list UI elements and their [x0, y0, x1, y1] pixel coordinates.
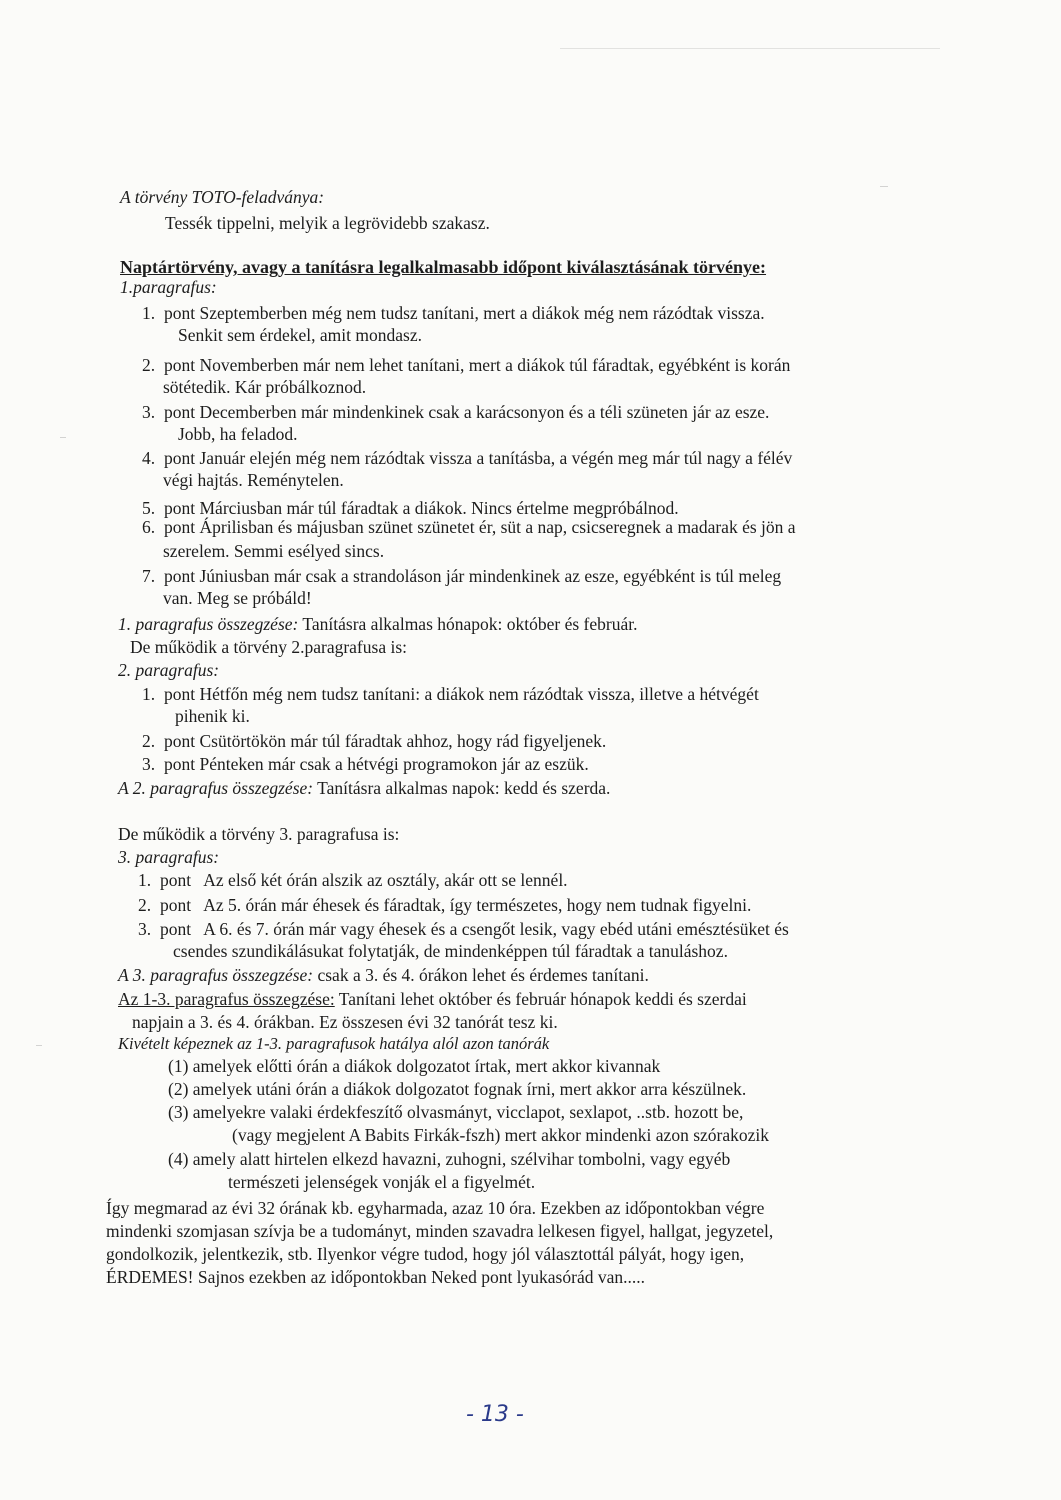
closing-line: gondolkozik, jelentkezik, stb. Ilyenkor végre tudod, hogy jól választottál pályát, hogy igen,	[106, 1244, 745, 1264]
section2-item: 3. pont Pénteken már csak a hétvégi programokon jár az eszük.	[142, 754, 589, 774]
document-title: Naptártörvény, avagy a tanításra legalkalmasabb időpont kiválasztásának törvénye:	[120, 257, 767, 277]
section3-transition: De működik a törvény 3. paragrafusa is:	[118, 824, 400, 844]
section1-item: 4. pont Január elején még nem rázódtak vissza a tanításba, a végén meg már túl nagy a félév	[142, 448, 793, 468]
section1-item: 5. pont Márciusban már túl fáradtak a diákok. Nincs értelme megpróbálnod.	[142, 498, 679, 518]
section1-item: 3. pont Decemberben már mindenkinek csak a karácsonyon és a téli szüneten jár az esze.	[142, 402, 770, 422]
section2-item-cont: pihenik ki.	[175, 706, 250, 726]
section2-item: 1. pont Hétfőn még nem tudsz tanítani: a diákok nem rázódtak vissza, illetve a hétvégét	[142, 684, 759, 704]
section3-item-cont: csendes szundikálásukat folytatják, de mindenképpen túl fáradtak a tanuláshoz.	[173, 941, 728, 961]
section1-item-cont: szerelem. Semmi esélyed sincs.	[163, 541, 385, 561]
overall-summary-cont: napjain a 3. és 4. órákban. Ez összesen évi 32 tanórát tesz ki.	[132, 1012, 558, 1032]
section2-item: 2. pont Csütörtökön már túl fáradtak ahhoz, hogy rád figyeljenek.	[142, 731, 607, 751]
section1-summary: 1. paragrafus összegzése: Tanításra alkalmas hónapok: október és február.	[118, 614, 638, 634]
section3-item: 3. pont A 6. és 7. órán már vagy éhesek és a csengőt lesik, vagy ebéd utáni emésztésüket és	[138, 919, 789, 939]
scan-artifact	[36, 1045, 42, 1046]
exception-item-cont: természeti jelenségek vonják el a figyelmét.	[228, 1172, 536, 1192]
scan-artifact	[560, 48, 940, 49]
exceptions-heading: Kivételt képeznek az 1-3. paragrafusok hatálya alól azon tanórák	[118, 1034, 550, 1053]
section1-item-cont: végi hajtás. Reménytelen.	[163, 470, 344, 490]
section1-heading: 1.paragrafus:	[120, 277, 217, 297]
closing-line: mindenki szomjasan szívja be a tudományt, minden szavadra lelkesen figyel, hallgat, jegyzetel,	[106, 1221, 774, 1241]
overall-summary: Az 1-3. paragrafus összegzése: Tanítani lehet október és február hónapok keddi és szerdai	[118, 989, 747, 1009]
section1-item-cont: Jobb, ha feladod.	[178, 424, 298, 444]
section1-item: 2. pont Novemberben már nem lehet tanítani, mert a diákok túl fáradtak, egyébként is korán	[142, 355, 791, 375]
exception-item: (1) amelyek előtti órán a diákok dolgozatot írtak, mert akkor kivannak	[168, 1056, 661, 1076]
section2-heading: 2. paragrafus:	[118, 660, 220, 680]
section1-item-cont: Senkit sem érdekel, amit mondasz.	[178, 325, 422, 345]
section3-heading: 3. paragrafus:	[118, 847, 220, 867]
scan-artifact	[880, 186, 888, 187]
page-number: - 13 -	[466, 1402, 524, 1427]
section3-item: 1. pont Az első két órán alszik az osztály, akár ott se lennél.	[138, 870, 568, 890]
exception-item: (3) amelyekre valaki érdekfeszítő olvasmányt, vicclapot, sexlapot, ..stb. hozott be,	[168, 1102, 744, 1122]
exception-item: (2) amelyek utáni órán a diákok dolgozatot fognak írni, mert akkor arra készülnek.	[168, 1079, 747, 1099]
section1-item-cont: van. Meg se próbáld!	[163, 588, 312, 608]
section1-item: 1. pont Szeptemberben még nem tudsz tanítani, mert a diákok még nem rázódtak vissza.	[142, 303, 765, 323]
section3-summary: A 3. paragrafus összegzése: csak a 3. és 4. órákon lehet és érdemes tanítani.	[118, 965, 649, 985]
exception-item-cont: (vagy megjelent A Babits Firkák-fszh) mert akkor mindenki azon szórakozik	[232, 1125, 770, 1145]
toto-label: A törvény TOTO-feladványa:	[120, 187, 325, 207]
section2-transition: De működik a törvény 2.paragrafusa is:	[130, 637, 408, 657]
toto-text: Tessék tippelni, melyik a legrövidebb szakasz.	[165, 213, 490, 233]
section3-item: 2. pont Az 5. órán már éhesek és fáradtak, így természetes, hogy nem tudnak figyelni.	[138, 895, 752, 915]
closing-line: ÉRDEMES! Sajnos ezekben az időpontokban Neked pont lyukasórád van.....	[106, 1267, 645, 1287]
section1-item-cont: sötétedik. Kár próbálkoznod.	[163, 377, 367, 397]
exception-item: (4) amely alatt hirtelen elkezd havazni, zuhogni, szélvihar tombolni, vagy egyéb	[168, 1149, 731, 1169]
closing-line: Így megmarad az évi 32 órának kb. egyharmada, azaz 10 óra. Ezekben az időpontokban végre	[106, 1198, 765, 1218]
scan-artifact	[60, 437, 66, 438]
section1-item: 6. pont Áprilisban és májusban szünet szünetet ér, süt a nap, csicseregnek a madarak és jön a	[142, 517, 796, 537]
section2-summary: A 2. paragrafus összegzése: Tanításra alkalmas napok: kedd és szerda.	[118, 778, 611, 798]
section1-item: 7. pont Júniusban már csak a strandoláson jár mindenkinek az esze, egyébként is túl meleg	[142, 566, 782, 586]
